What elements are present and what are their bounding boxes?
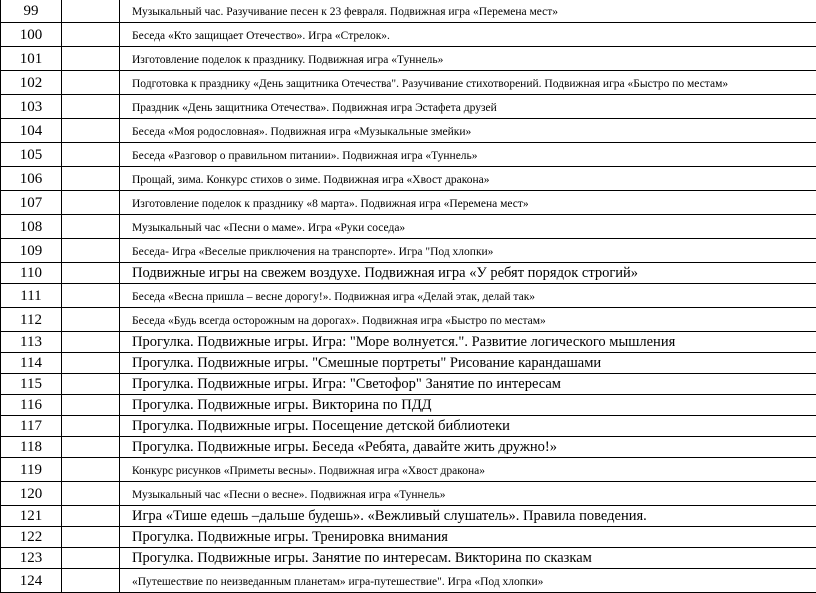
row-number: 112: [1, 308, 62, 332]
activity-description: Изготовление поделок к празднику «8 марта». Подвижная игра «Перемена мест»: [120, 191, 816, 215]
empty-cell: [62, 506, 120, 527]
activity-description: «Путешествие по неизведанным планетам» игра-путешествие". Игра «Под хлопки»: [120, 569, 816, 593]
table-row: [1, 71, 816, 95]
empty-cell: [62, 527, 120, 548]
table-row: [1, 437, 816, 458]
row-number: 109: [1, 239, 62, 263]
row-number: 115: [1, 374, 62, 395]
empty-cell: [62, 284, 120, 308]
table-row: [1, 119, 816, 143]
activity-description: Беседа «Кто защищает Отечество». Игра «Стрелок».: [120, 23, 816, 47]
empty-cell: [62, 239, 120, 263]
activity-description: Изготовление поделок к празднику. Подвижная игра «Туннель»: [120, 47, 816, 71]
empty-cell: [62, 395, 120, 416]
row-number: 108: [1, 215, 62, 239]
row-number: 116: [1, 395, 62, 416]
row-number: 110: [1, 263, 62, 284]
empty-cell: [62, 353, 120, 374]
table-row: [1, 395, 816, 416]
empty-cell: [62, 437, 120, 458]
table-row: [1, 569, 816, 593]
activity-description: Музыкальный час «Песни о весне». Подвижная игра «Туннель»: [120, 482, 816, 506]
row-number: 118: [1, 437, 62, 458]
row-number: 102: [1, 71, 62, 95]
row-number: 105: [1, 143, 62, 167]
empty-cell: [62, 416, 120, 437]
activity-description: Игра «Тише едешь –дальше будешь». «Вежливый слушатель». Правила поведения.: [120, 506, 816, 527]
table-row: [1, 332, 816, 353]
activity-description: Беседа «Разговор о правильном питании». Подвижная игра «Туннель»: [120, 143, 816, 167]
activity-description: Подготовка к празднику «День защитника Отечества". Разучивание стихотворений. Подвижная игра «Быстро по местам»: [120, 71, 816, 95]
table-body: [1, 0, 816, 593]
row-number: 122: [1, 527, 62, 548]
table-row: [1, 548, 816, 569]
row-number: 124: [1, 569, 62, 593]
empty-cell: [62, 458, 120, 482]
table-row: [1, 374, 816, 395]
row-number: 104: [1, 119, 62, 143]
table-row: [1, 191, 816, 215]
empty-cell: [62, 0, 120, 23]
row-number: 111: [1, 284, 62, 308]
activity-description: Прогулка. Подвижные игры. Беседа «Ребята, давайте жить дружно!»: [120, 437, 816, 458]
row-number: 119: [1, 458, 62, 482]
empty-cell: [62, 23, 120, 47]
row-number: 99: [1, 0, 62, 23]
activity-description: Беседа- Игра «Веселые приключения на транспорте». Игра "Под хлопки»: [120, 239, 816, 263]
activity-description: Подвижные игры на свежем воздухе. Подвижная игра «У ребят порядок строгий»: [120, 263, 816, 284]
activity-description: Праздник «День защитника Отечества». Подвижная игра Эстафета друзей: [120, 95, 816, 119]
row-number: 113: [1, 332, 62, 353]
activity-description: Конкурс рисунков «Приметы весны». Подвижная игра «Хвост дракона»: [120, 458, 816, 482]
empty-cell: [62, 215, 120, 239]
empty-cell: [62, 71, 120, 95]
activity-description: Беседа «Моя родословная». Подвижная игра «Музыкальные змейки»: [120, 119, 816, 143]
row-number: 123: [1, 548, 62, 569]
table-row: [1, 95, 816, 119]
row-number: 114: [1, 353, 62, 374]
activity-description: Беседа «Будь всегда осторожным на дорогах». Подвижная игра «Быстро по местам»: [120, 308, 816, 332]
activity-description: Музыкальный час. Разучивание песен к 23 февраля. Подвижная игра «Перемена мест»: [120, 0, 816, 23]
table-row: [1, 167, 816, 191]
empty-cell: [62, 143, 120, 167]
row-number: 121: [1, 506, 62, 527]
activity-description: Прогулка. Подвижные игры. Игра: "Светофор" Занятие по интересам: [120, 374, 816, 395]
activity-description: Беседа «Весна пришла – весне дорогу!». Подвижная игра «Делай этак, делай так»: [120, 284, 816, 308]
empty-cell: [62, 191, 120, 215]
row-number: 120: [1, 482, 62, 506]
activity-description: Прогулка. Подвижные игры. Тренировка внимания: [120, 527, 816, 548]
empty-cell: [62, 47, 120, 71]
empty-cell: [62, 374, 120, 395]
table-row: [1, 239, 816, 263]
empty-cell: [62, 569, 120, 593]
empty-cell: [62, 119, 120, 143]
empty-cell: [62, 482, 120, 506]
activity-description: Прогулка. Подвижные игры. Занятие по интересам. Викторина по сказкам: [120, 548, 816, 569]
empty-cell: [62, 332, 120, 353]
table-row: [1, 284, 816, 308]
table-row: [1, 527, 816, 548]
table-row: [1, 23, 816, 47]
activity-description: Прогулка. Подвижные игры. Викторина по ПДД: [120, 395, 816, 416]
activity-description: Прощай, зима. Конкурс стихов о зиме. Подвижная игра «Хвост дракона»: [120, 167, 816, 191]
table-row: [1, 458, 816, 482]
table-row: [1, 0, 816, 23]
row-number: 100: [1, 23, 62, 47]
empty-cell: [62, 308, 120, 332]
table-row: [1, 353, 816, 374]
empty-cell: [62, 95, 120, 119]
table-row: [1, 215, 816, 239]
table-row: [1, 308, 816, 332]
empty-cell: [62, 263, 120, 284]
row-number: 101: [1, 47, 62, 71]
row-number: 103: [1, 95, 62, 119]
table-row: [1, 143, 816, 167]
table-row: [1, 416, 816, 437]
table-row: [1, 263, 816, 284]
table-row: [1, 47, 816, 71]
table-row: [1, 506, 816, 527]
empty-cell: [62, 167, 120, 191]
row-number: 117: [1, 416, 62, 437]
activity-description: Прогулка. Подвижные игры. Посещение детской библиотеки: [120, 416, 816, 437]
activity-description: Прогулка. Подвижные игры. "Смешные портреты" Рисование карандашами: [120, 353, 816, 374]
activity-description: Прогулка. Подвижные игры. Игра: "Море волнуется.". Развитие логического мышления: [120, 332, 816, 353]
row-number: 106: [1, 167, 62, 191]
row-number: 107: [1, 191, 62, 215]
empty-cell: [62, 548, 120, 569]
table-row: [1, 482, 816, 506]
activity-description: Музыкальный час «Песни о маме». Игра «Руки соседа»: [120, 215, 816, 239]
